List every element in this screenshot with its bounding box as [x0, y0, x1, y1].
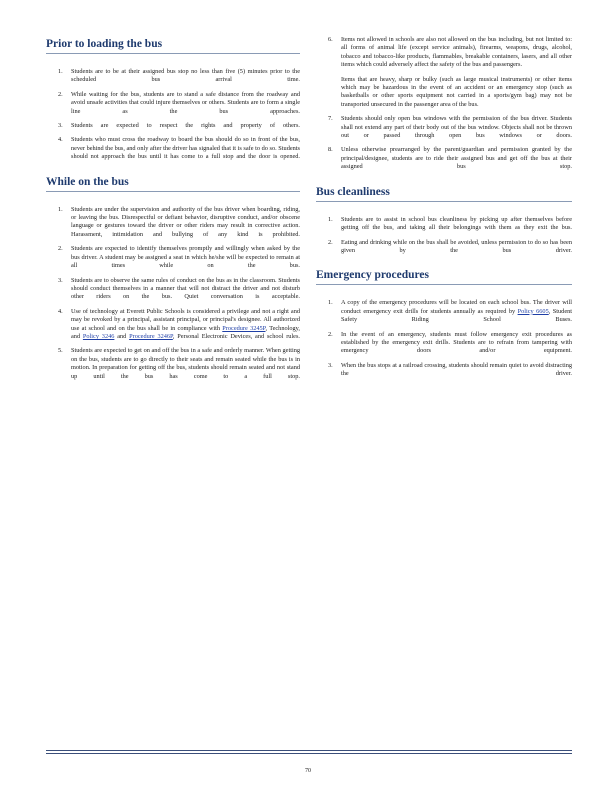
policy-3246-link[interactable]: Policy 3246 — [82, 332, 115, 340]
heading-bus-cleanliness: Bus cleanliness — [316, 186, 572, 202]
list-item: 3. Students are to observe the same rules of conduct on the bus as in the classroom. Students should conduct themselves in a manner that will not distract the driver and not disturb other riders on the bus. Quiet conversation is acceptable. — [58, 276, 300, 301]
left-column — [46, 0, 300, 381]
footer-divider — [46, 753, 572, 754]
list-item: 4. Students who must cross the roadway to board the bus should do so in front of the bus, never behind the bus, and only after the driver has signaled that it is safe to do so. Students should not approach the bus until it has come to a full stop and the door is opened. — [58, 136, 300, 161]
list-item: 7. Students should only open bus windows with the permission of the bus driver. Students shall not extend any part of their body out of the bus window. Objects shall not be thrown out or passed through open bus windows or doors. — [328, 115, 572, 140]
list-item: 2. In the event of an emergency, students must follow emergency exit procedures as established by the emergency exit drills. Students are to refrain from tampering with emergency doors and/or equipment. — [328, 330, 572, 355]
policy-6605-link[interactable]: Policy 6605 — [517, 307, 549, 315]
list-bus-cleanliness — [316, 216, 572, 256]
list-item: 1. Students are to assist in school bus cleanliness by picking up after themselves before getting off the bus, and taking all their belongings with them as they exit the bus. — [328, 215, 572, 232]
list-item: 4. Use of technology at Everett Public Schools is considered a privilege and not a right and may be revoked by a principal, assistant principal, or principal's designee. All authorized use at school and on the bus shall be in compliance with Procedure 3245P, Technology, and Policy 3246 and Procedure 3246P, Personal Electronic Devices, and school rules. — [58, 307, 301, 340]
list-item: 1. Students are under the supervision and authority of the bus driver when boarding, riding, or leaving the bus. Disrespectful or defiant behavior, disruptive conduct, and/or obscene language or gestures toward the driver or other riders may result in corrective action. Harassment, intimidation and bullying of any kind is prohibited. — [58, 205, 300, 238]
list-item: 6. Items not allowed in schools are also not allowed on the bus including, but not limited to: all forms of animal life (except service animals), firearms, weapons, drugs, alcohol, tobacco and tobacco-like products, flammables, breakable containers, lasers, and all other items which could adversely affect the safety of the bus and passengers. Items that are heavy, sharp or bulky (such as large musical instruments) or other items which may be hazardous in the event of an accident or an emergency stop (such as basketballs or other sports equipment not carried in a sports/gym bag) may not be transported unsecured in the passenger area of the bus. — [328, 36, 572, 108]
list-emergency-procedures — [316, 299, 572, 378]
list-item: 1. A copy of the emergency procedures will be located on each school bus. The driver will conduct emergency exit drills for students annually as required by Policy 6605, Student Safety Riding School Buses. — [328, 299, 573, 324]
list-item: 1. Students are to be at their assigned bus stop no less than five (5) minutes prior to the scheduled bus arrival time. — [58, 68, 300, 84]
right-column — [316, 0, 572, 379]
list-item: 2. While waiting for the bus, students are to stand a safe distance from the roadway and avoid unsafe activities that could injure themselves or others. Students are to form a single line as the bus approaches. — [58, 90, 300, 115]
list-prior-to-loading — [46, 68, 300, 162]
list-item: 8. Unless otherwise prearranged by the parent/guardian and permission granted by the principal/designee, students are to ride their assigned bus and get off the bus at their assigned bus stop. — [328, 146, 572, 171]
list-while-on-bus-continued — [316, 36, 572, 172]
procedure-3246p-link[interactable]: Procedure 3246P — [129, 332, 173, 340]
list-item: 3. Students are expected to respect the rights and property of others. — [58, 122, 300, 130]
list-item: 2. Students are expected to identify themselves promptly and willingly when asked by the bus driver. A student may be assigned a seat in which he/she will be expected to remain at all times while on the bus. — [58, 245, 300, 270]
list-while-on-bus — [46, 206, 300, 381]
heading-prior-to-loading: Prior to loading the bus — [46, 38, 300, 54]
list-item: 5. Students are expected to get on and off the bus in a safe and orderly manner. When getting on the bus, students are to go directly to their seats and remain seated while the bus is in motion. In preparation for getting off the bus, students should remain seated and not stand up until the bus has come to a full stop. — [58, 347, 300, 380]
footer-divider — [46, 750, 572, 751]
heading-while-on-bus: While on the bus — [46, 176, 300, 192]
page-number: 70 — [305, 768, 311, 774]
procedure-3245p-link[interactable]: Procedure 3245P — [222, 324, 266, 332]
list-item: 3. When the bus stops at a railroad crossing, students should remain quiet to avoid distracting the driver. — [328, 361, 572, 378]
heading-emergency-procedures: Emergency procedures — [316, 269, 572, 285]
list-item: 2. Eating and drinking while on the bus shall be avoided, unless permission to do so has been given by the bus driver. — [328, 238, 572, 254]
